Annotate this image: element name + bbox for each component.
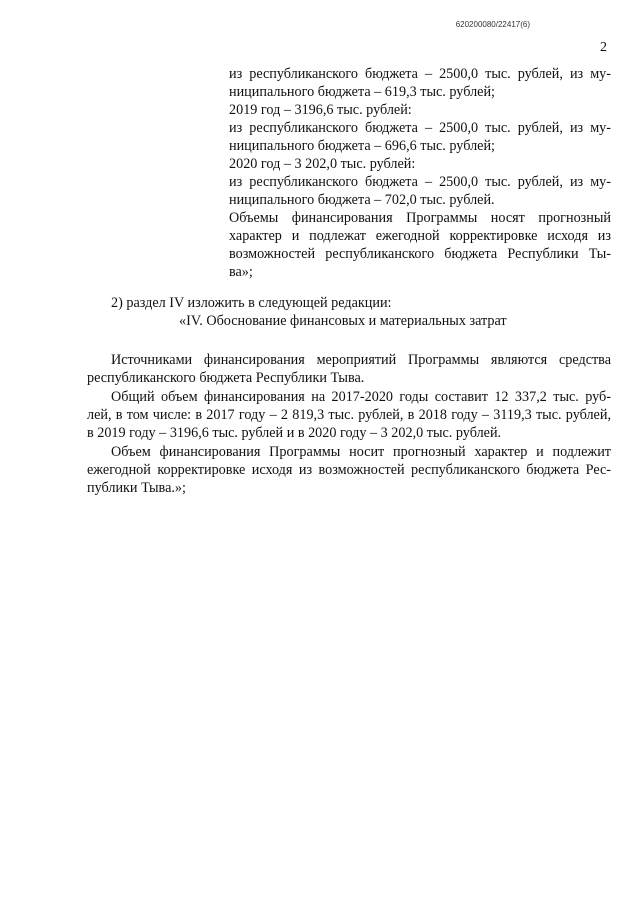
paragraph-line: республиканского бюджета Республики Тыва. [87,370,365,386]
passport-line: характер и подлежат ежегодной корректировке исходя из [229,228,611,244]
paragraph-line: Общий объем финансирования на 2017-2020 годы составит 12 337,2 тыс. руб- [111,389,611,405]
passport-line: ниципального бюджета – 619,3 тыс. рублей; [229,84,495,100]
amendment-item-intro: 2) раздел IV изложить в следующей редакции: [111,295,392,311]
paragraph-line: в 2019 году – 3196,6 тыс. рублей и в 2020 году – 3 202,0 тыс. рублей. [87,425,502,441]
passport-line: ва»; [229,264,253,280]
section-title: «IV. Обоснование финансовых и материальных затрат [179,313,507,329]
passport-line: из республиканского бюджета – 2500,0 тыс. рублей, из му- [229,174,611,190]
paragraph-line: лей, в том числе: в 2017 году – 2 819,3 тыс. рублей, в 2018 году – 3119,3 тыс. рублей, [87,407,611,423]
paragraph-line: Источниками финансирования мероприятий Программы являются средства [111,352,611,368]
passport-line: ниципального бюджета – 696,6 тыс. рублей; [229,138,495,154]
paragraph-line: публики Тыва.»; [87,480,186,496]
passport-line: возможностей республиканского бюджета Республики Ты- [229,246,611,262]
passport-line: из республиканского бюджета – 2500,0 тыс. рублей, из му- [229,66,611,82]
passport-line: ниципального бюджета – 702,0 тыс. рублей. [229,192,495,208]
passport-line: 2020 год – 3 202,0 тыс. рублей: [229,156,416,172]
paragraph-line: Объем финансирования Программы носит прогнозный характер и подлежит [111,444,611,460]
paragraph-line: ежегодной корректировке исходя из возможностей республиканского бюджета Рес- [87,462,611,478]
passport-line: Объемы финансирования Программы носят прогнозный [229,210,611,226]
document-code: 620200080/22417(6) [455,20,530,29]
passport-line: 2019 год – 3196,6 тыс. рублей: [229,102,412,118]
page-number: 2 [600,40,607,55]
passport-line: из республиканского бюджета – 2500,0 тыс. рублей, из му- [229,120,611,136]
